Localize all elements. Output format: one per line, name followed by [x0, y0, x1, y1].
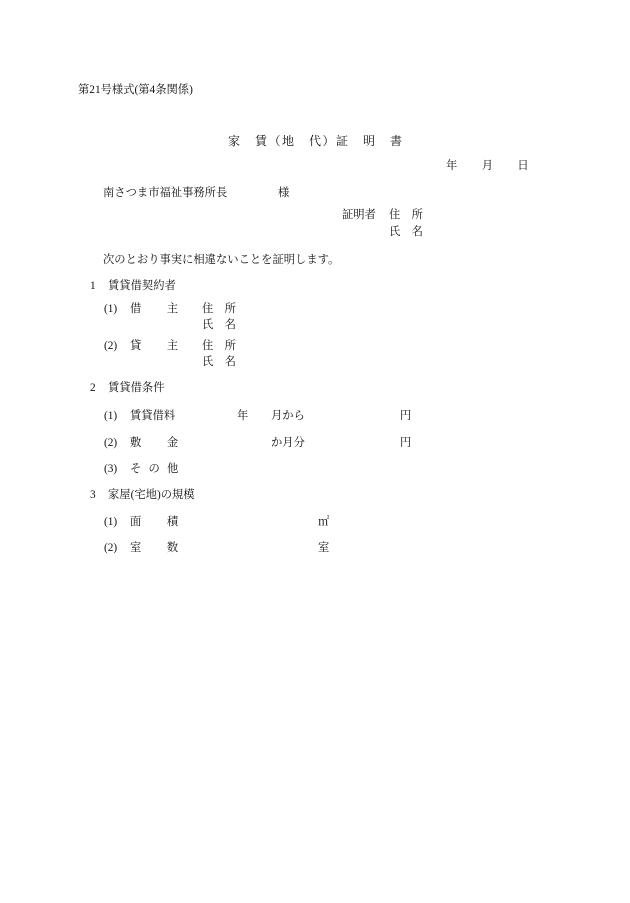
lessee-label: 借 主 [130, 303, 180, 315]
rent-year-label: 年 [237, 410, 249, 422]
other-label: その他 [130, 463, 186, 475]
form-number: 第21号様式(第4条関係) [78, 84, 193, 96]
rent-month-from-label: 月から [271, 410, 305, 422]
deposit-months-label: か月分 [271, 437, 305, 449]
section-heading: 賃貸借条件 [108, 382, 165, 394]
section-heading: 家屋(宅地)の規模 [108, 489, 195, 501]
item-number: (2) [104, 437, 118, 449]
rent-label: 賃貸借料 [130, 410, 176, 422]
document-title: 家 賃（地 代）証 明 書 [228, 134, 404, 148]
room-count-label: 室 数 [130, 542, 180, 554]
deposit-label: 敷 金 [130, 437, 180, 449]
certifier-address-label: 住 所 [389, 209, 423, 221]
certifier-label: 証明者 [342, 209, 376, 221]
lessee-address-label: 住 所 [202, 303, 236, 315]
lessor-name-label: 氏 名 [202, 356, 236, 368]
date-line: 年 月 日 [446, 160, 530, 172]
item-number: (1) [104, 516, 118, 528]
certifier-name-label: 氏 名 [389, 226, 423, 238]
section-heading: 賃貸借契約者 [108, 280, 176, 292]
room-unit-label: 室 [318, 542, 330, 554]
certification-statement: 次のとおり事実に相違ないことを証明します。 [103, 254, 340, 266]
item-number: (3) [104, 463, 118, 475]
section-number: 2 [90, 382, 96, 394]
area-label: 面 積 [130, 516, 180, 528]
lessee-name-label: 氏 名 [202, 319, 236, 331]
item-number: (2) [104, 542, 118, 554]
area-unit-label: ㎡ [318, 516, 330, 528]
item-number: (1) [104, 303, 118, 315]
section-number: 1 [90, 280, 96, 292]
section-number: 3 [90, 489, 96, 501]
item-number: (2) [104, 340, 118, 352]
item-number: (1) [104, 410, 118, 422]
addressee-honorific: 様 [278, 187, 290, 199]
deposit-currency-label: 円 [400, 437, 412, 449]
lessor-address-label: 住 所 [202, 340, 236, 352]
rent-currency-label: 円 [400, 410, 412, 422]
addressee-name: 南さつま市福祉事務所長 [103, 187, 228, 199]
lessor-label: 貸 主 [130, 340, 180, 352]
